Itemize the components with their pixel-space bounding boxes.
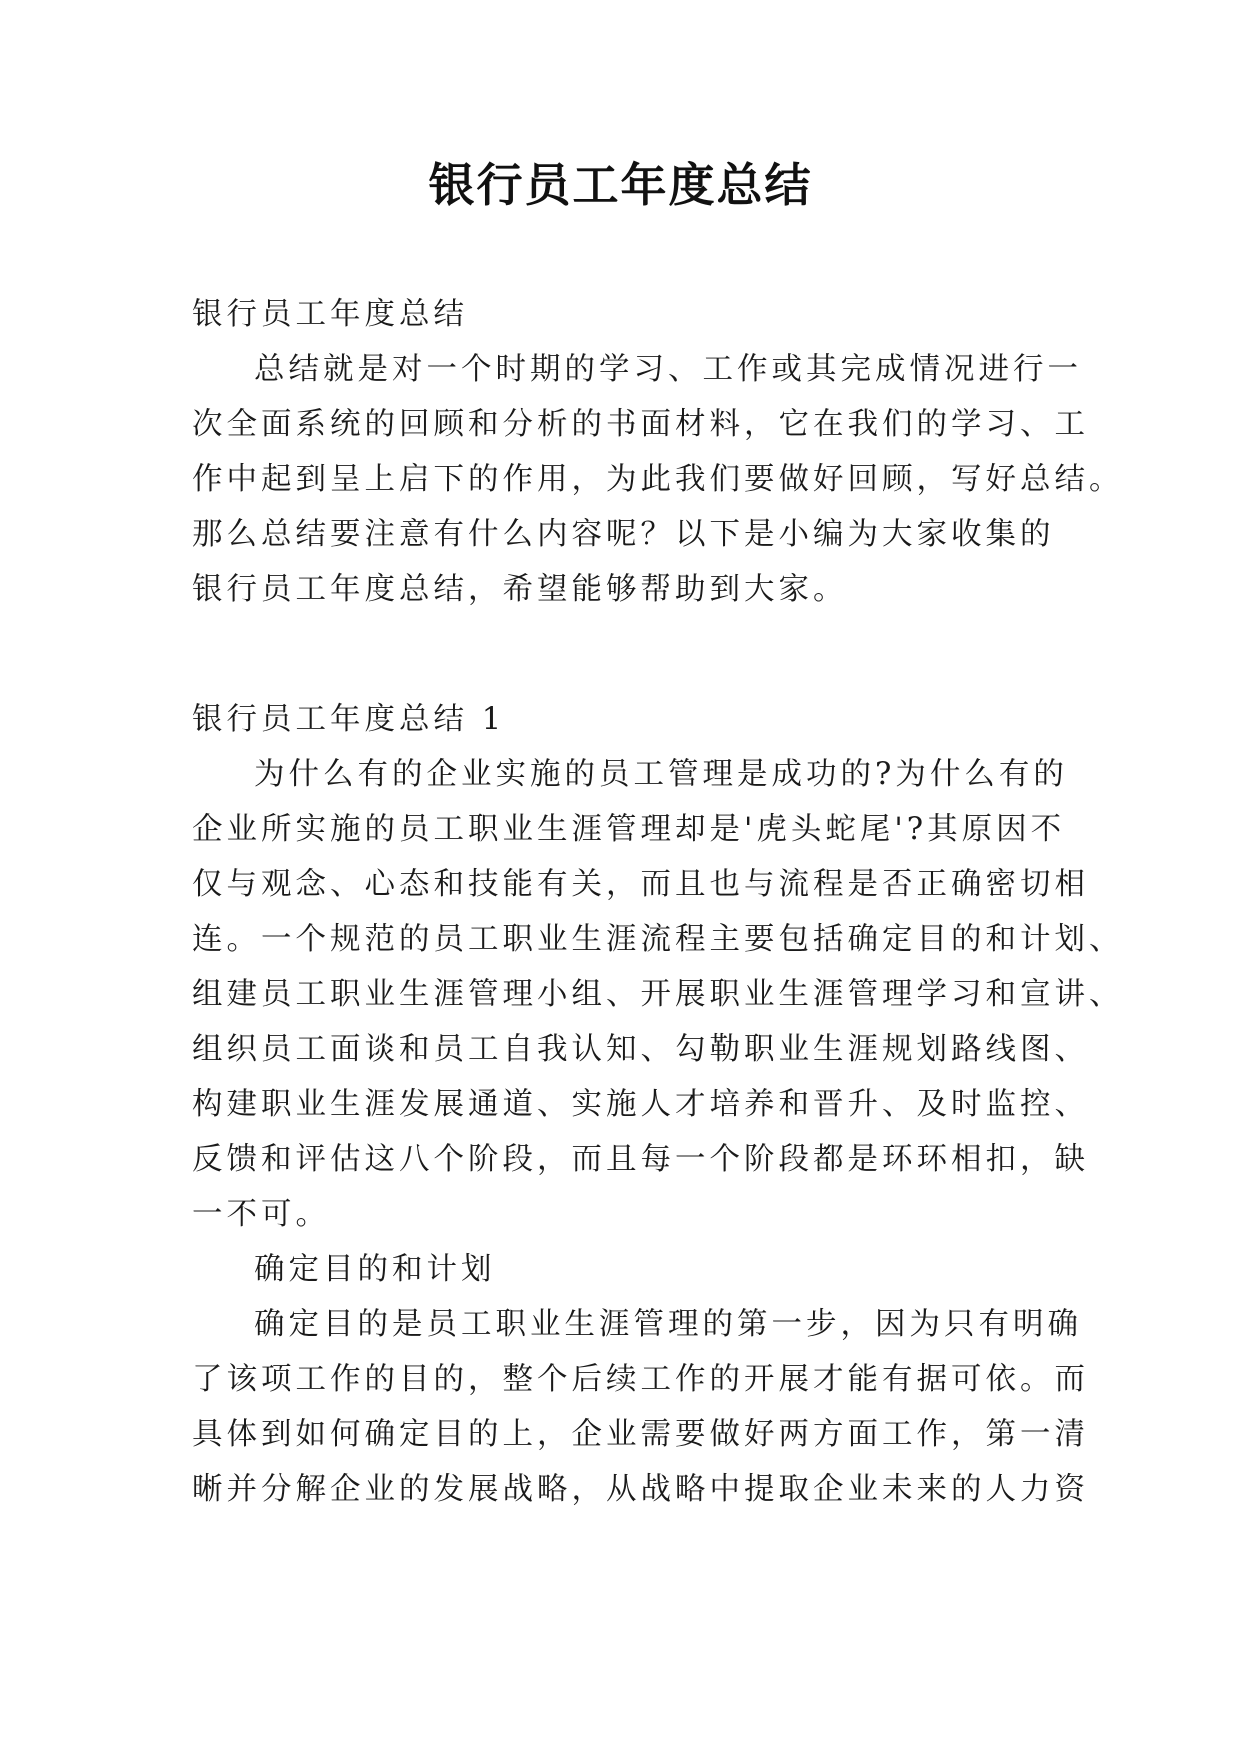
- paragraph-line: 连。一个规范的员工职业生涯流程主要包括确定目的和计划、: [192, 922, 1124, 957]
- paragraph-line: 构建职业生涯发展通道、实施人才培养和晋升、及时监控、: [192, 1087, 1089, 1122]
- paragraph-line: 组建员工职业生涯管理小组、开展职业生涯管理学习和宣讲、: [192, 977, 1124, 1012]
- paragraph-line: 企业所实施的员工职业生涯管理却是'虎头蛇尾'?其原因不: [192, 812, 1066, 847]
- paragraph-line: 一不可。: [192, 1197, 330, 1232]
- section-heading-1: 银行员工年度总结 1: [192, 702, 506, 737]
- paragraph-line: 总结就是对一个时期的学习、工作或其完成情况进行一: [254, 352, 1082, 387]
- paragraph-line: 具体到如何确定目的上，企业需要做好两方面工作，第一清: [192, 1417, 1089, 1452]
- paragraph-line: 了该项工作的目的，整个后续工作的开展才能有据可依。而: [192, 1362, 1089, 1397]
- paragraph-line: 晰并分解企业的发展战略，从战略中提取企业未来的人力资: [192, 1472, 1089, 1507]
- paragraph-line: 作中起到呈上启下的作用，为此我们要做好回顾，写好总结。: [192, 462, 1124, 497]
- paragraph-line: 为什么有的企业实施的员工管理是成功的?为什么有的: [254, 757, 1068, 792]
- document-title: 银行员工年度总结: [428, 158, 813, 212]
- paragraph-line: 次全面系统的回顾和分析的书面材料，它在我们的学习、工: [192, 407, 1089, 442]
- paragraph-line: 银行员工年度总结，希望能够帮助到大家。: [192, 572, 848, 607]
- paragraph-line: 确定目的是员工职业生涯管理的第一步，因为只有明确: [254, 1307, 1082, 1342]
- paragraph-line: 那么总结要注意有什么内容呢？以下是小编为大家收集的: [192, 517, 1055, 552]
- paragraph-line: 组织员工面谈和员工自我认知、勾勒职业生涯规划路线图、: [192, 1032, 1089, 1067]
- paragraph-line: 仅与观念、心态和技能有关，而且也与流程是否正确密切相: [192, 867, 1089, 902]
- section-heading-intro: 银行员工年度总结: [192, 297, 468, 332]
- subheading: 确定目的和计划: [254, 1252, 496, 1287]
- paragraph-line: 反馈和评估这八个阶段，而且每一个阶段都是环环相扣，缺: [192, 1142, 1089, 1177]
